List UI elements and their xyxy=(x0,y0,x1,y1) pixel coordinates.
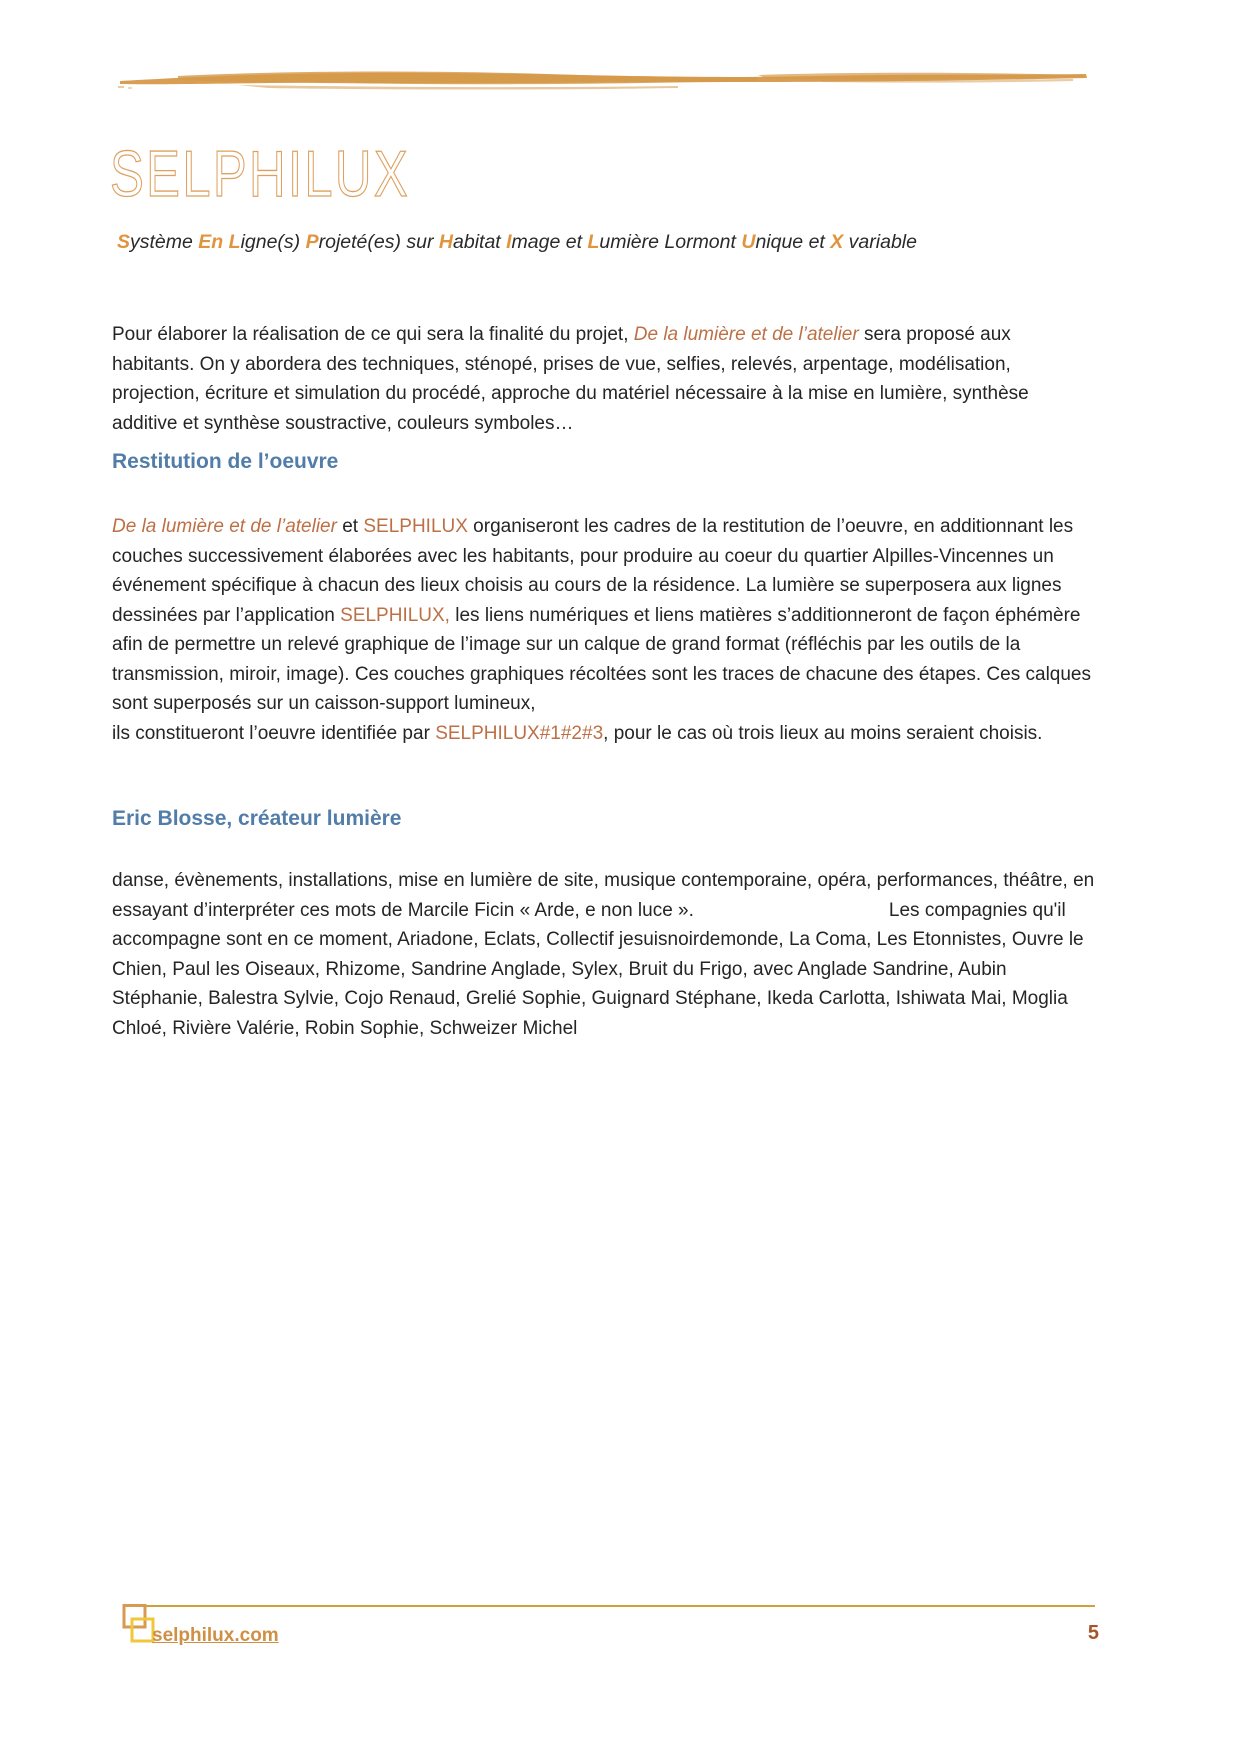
text-segment: sera proposé aux habitants. On y abordera des techniques, sténopé, prises de vue, selfies, relevés, arpentage, modélisation, projection, écriture et simulation du procédé, approche du matériel nécessaire à la mise en lumière, synthèse additive et synthèse soustractive, couleurs symboles… xyxy=(112,324,1029,434)
text-segment: Pour élaborer la réalisation de ce qui sera la finalité du projet, xyxy=(112,324,634,345)
text-segment: danse, évènements, installations, mise en lumière de site, musique contemporaine, opéra, performances, théâtre, en essayant d’interpréter ces mots de Marcile Ficin « Arde, e non luce ». xyxy=(112,870,1095,921)
text-segment: variable xyxy=(843,231,917,253)
acronym-subtitle xyxy=(117,231,917,254)
text-segment: X xyxy=(830,231,844,253)
text-segment: I xyxy=(506,231,512,253)
text-segment: H xyxy=(438,231,453,253)
brush-stroke-decoration xyxy=(118,66,1090,100)
intro-paragraph xyxy=(112,320,1095,438)
footer-site-link[interactable]: selphilux.com xyxy=(152,1625,279,1646)
restitution-paragraph xyxy=(112,512,1095,748)
text-segment: les liens numériques et liens matières s’additionneront de façon éphémère afin de permettre un relevé graphique de l’image sur un calque de grand format (réfléchis par les outils de la transmission, miroir, image). Ces couches graphiques récoltées sont les traces de chacune des étapes. Ces calques sont superposés sur un caisson-support lumineux, xyxy=(112,604,1091,714)
footer-rule xyxy=(145,1605,1095,1607)
text-segment: umière Lormont xyxy=(599,231,742,253)
text-segment: En xyxy=(198,231,224,253)
text-segment: De la lumière et de l’atelier xyxy=(633,324,859,345)
text-segment: L xyxy=(228,231,241,253)
text-segment: mage et xyxy=(511,231,588,253)
text-segment: S xyxy=(117,231,131,253)
text-segment: P xyxy=(305,231,319,253)
section-heading-restitution: Restitution de l’oeuvre xyxy=(112,450,339,473)
text-segment: Les compagnies qu'il accompagne sont en ce moment, Ariadone, Eclats, Collectif jesuisnoirdemonde, La Coma, Les Etonnistes, Ouvre le Chien, Paul les Oiseaux, Rhizome, Sandrine Anglade, Sylex, Bruit du Frigo, avec Anglade Sandrine, Aubin Stéphanie, Balestra Sylvie, Cojo Renaud, Grelié Sophie, Guignard Stéphane, Ikeda Carlotta, Ishiwata Mai, Moglia Chloé, Rivière Valérie, Robin Sophie, Schweizer Michel xyxy=(112,899,1084,1039)
text-segment: SELPHILUX xyxy=(363,516,468,537)
text-segment: SELPHILUX#1#2#3 xyxy=(435,722,604,744)
text-segment: L xyxy=(587,231,600,253)
text-segment: abitat xyxy=(453,231,507,253)
text-segment: rojeté(es) sur xyxy=(318,231,439,253)
text-segment: igne(s) xyxy=(240,231,306,253)
text-segment: De la lumière et de l’atelier xyxy=(112,516,337,537)
text-segment: nique et xyxy=(755,231,831,253)
text-segment: ystème xyxy=(130,231,199,253)
section-heading-eric-blosse: Eric Blosse, créateur lumière xyxy=(112,807,402,830)
text-segment: U xyxy=(741,231,756,253)
text-segment: organiseront les cadres de la restitution de l’oeuvre, en additionnant les couches successivement élaborées avec les habitants, pour produire au coeur du quartier Alpilles-Vincennes un événement spécifique à chacun des lieux choisis au cours de la résidence. La lumière se superposera aux lignes dessinées par l’application xyxy=(112,516,1074,626)
page-number: 5 xyxy=(1087,1622,1099,1644)
text-segment: , pour le cas où trois lieux au moins seraient choisis. xyxy=(603,722,1043,744)
eric-blosse-paragraph xyxy=(112,866,1095,1043)
page-title: SELPHILUX xyxy=(110,137,411,210)
text-segment: SELPHILUX, xyxy=(340,604,450,626)
text-segment: et xyxy=(336,516,364,537)
text-segment: ils constitueront l’oeuvre identifiée par xyxy=(112,722,436,744)
